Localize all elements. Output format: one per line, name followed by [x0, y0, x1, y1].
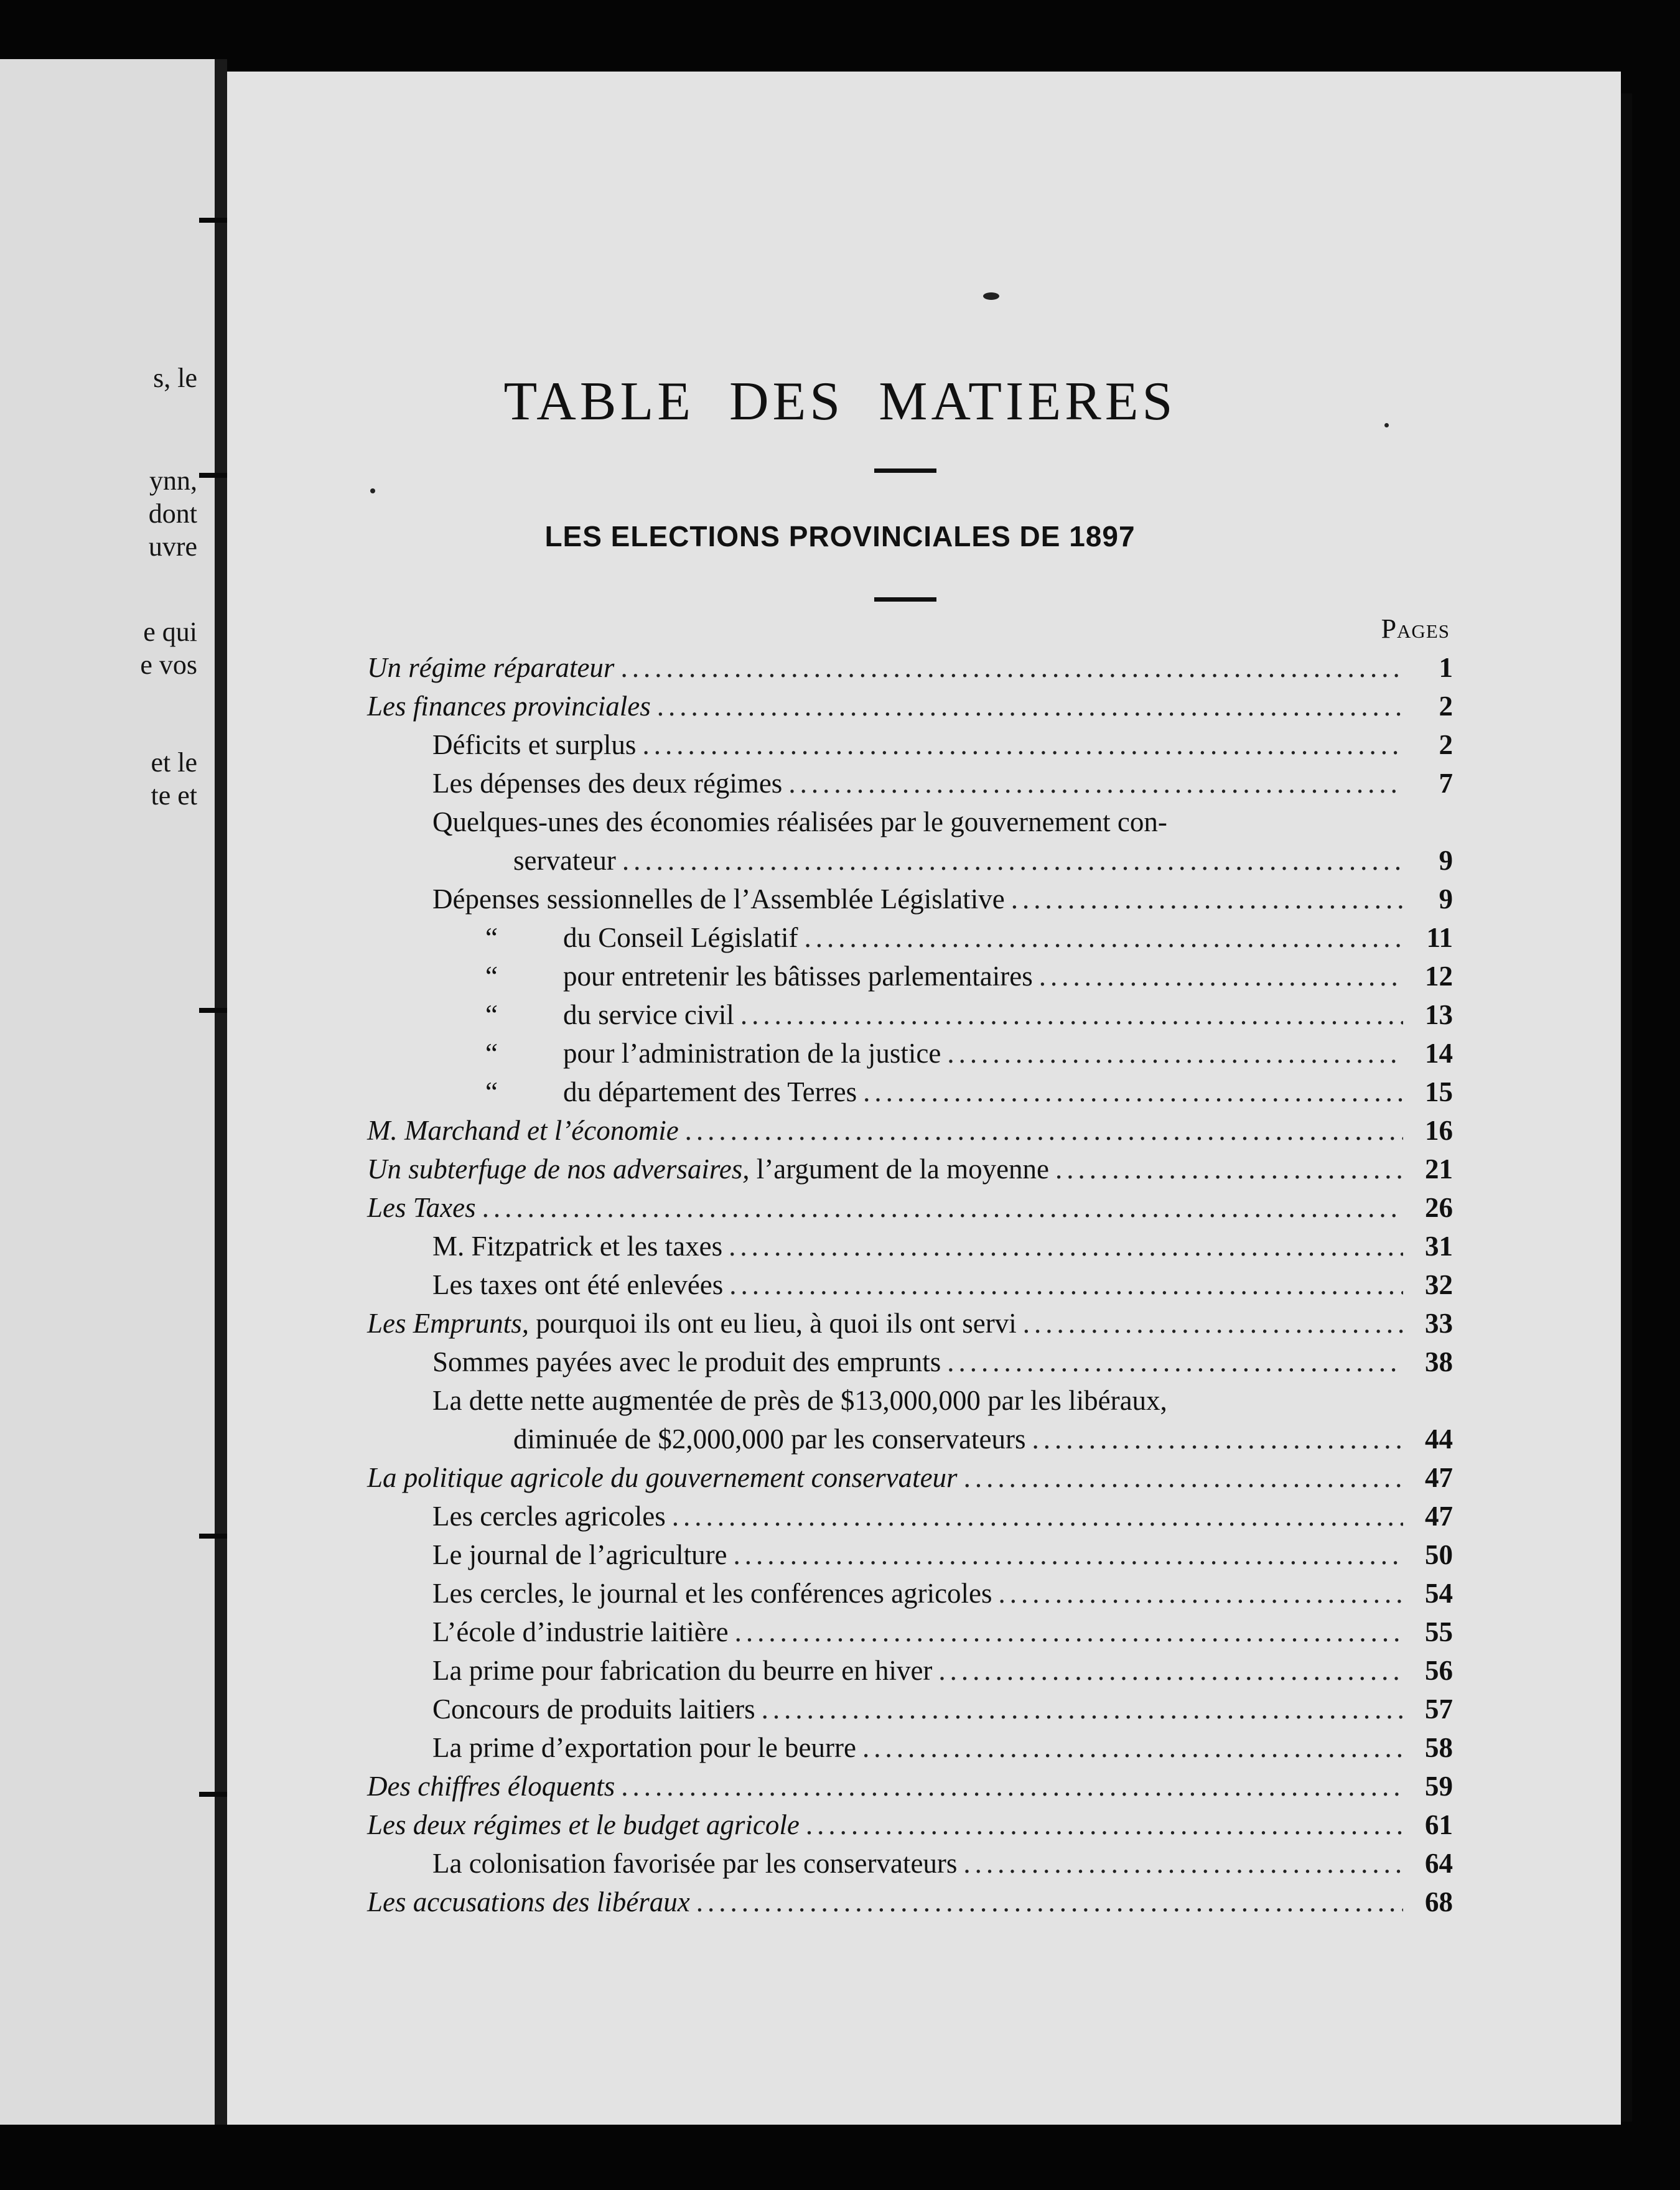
toc-subentry: [367, 1728, 1453, 1767]
toc-entry-title: pour l’administration de la justice: [563, 1038, 941, 1069]
leader-dots: [740, 995, 1403, 1034]
toc-page-number: 56: [1425, 1655, 1453, 1686]
toc-entry-title: Déficits et surplus: [432, 729, 637, 760]
leader-dots: [672, 1497, 1403, 1535]
leader-dots: [947, 1034, 1403, 1073]
toc-entry-title: pour entretenir les bâtisses parlementaires: [563, 961, 1033, 992]
toc-entry: [367, 1150, 1453, 1188]
page-title: TABLE DES MATIERES: [503, 371, 1177, 432]
toc-page-number: 2: [1439, 729, 1453, 760]
leader-dots: [947, 1343, 1403, 1381]
toc-page-number: 7: [1439, 768, 1453, 799]
leader-dots: [620, 648, 1403, 687]
toc-page-number: 12: [1425, 961, 1453, 992]
toc-subentry: [367, 880, 1453, 918]
toc-page-number: 13: [1425, 999, 1453, 1030]
toc-page-number: 14: [1425, 1038, 1453, 1069]
toc-entry-title: du service civil: [563, 999, 734, 1030]
previous-page-line: uvre: [148, 531, 197, 562]
leader-dots: [735, 1613, 1403, 1651]
toc-entry-title: La colonisation favorisée par les conservateurs: [432, 1848, 958, 1879]
title-rule: [874, 468, 936, 473]
previous-page-line: e vos: [140, 650, 197, 680]
toc-entry-title: La prime pour fabrication du beurre en hiver: [432, 1655, 933, 1686]
toc-subentry: [367, 1265, 1453, 1304]
toc-subentry: [367, 995, 1453, 1034]
toc-subentry: [367, 1073, 1453, 1111]
toc-entry-title: Des chiffres éloquents: [367, 1771, 615, 1802]
toc-subentry-continuation: [367, 841, 1453, 880]
toc-subentry-continuation: [367, 1420, 1453, 1458]
toc-page-number: 21: [1425, 1153, 1453, 1185]
previous-page-line: dont: [148, 498, 197, 529]
toc-entry-title: M. Fitzpatrick et les taxes: [432, 1231, 723, 1262]
toc-subentry: [367, 1343, 1453, 1381]
toc-subentry: [367, 725, 1453, 764]
toc-page-number: 9: [1439, 845, 1453, 876]
toc-entry-title: Les finances provinciales: [367, 691, 651, 722]
leader-dots: [734, 1535, 1403, 1574]
leader-dots: [1032, 1420, 1403, 1458]
leader-dots: [938, 1651, 1403, 1690]
toc-entry-title-continuation: servateur: [513, 845, 616, 876]
leader-dots: [863, 1073, 1403, 1111]
toc-entry: [367, 1806, 1453, 1844]
scan-speck: [370, 488, 375, 493]
toc-page-number: 55: [1425, 1616, 1453, 1647]
leader-dots: [999, 1574, 1403, 1613]
ditto-mark: “: [485, 1038, 498, 1069]
toc-page-number: 58: [1425, 1732, 1453, 1763]
leader-dots: [1023, 1304, 1403, 1343]
toc-page-number: 61: [1425, 1809, 1453, 1840]
toc-subentry: [367, 1535, 1453, 1574]
toc-entry-title: La dette nette augmentée de près de $13,000,000 par les libéraux,: [432, 1385, 1167, 1416]
leader-dots: [696, 1883, 1403, 1921]
toc-page-number: 32: [1425, 1269, 1453, 1300]
previous-page-line: ynn,: [149, 465, 197, 496]
toc-entry-title: Les Taxes: [367, 1192, 476, 1223]
toc-page-number: 44: [1425, 1424, 1453, 1455]
toc-page-number: 47: [1425, 1462, 1453, 1493]
toc-entry-title: Un subterfuge de nos adversaires,: [367, 1153, 750, 1185]
toc-entry-title: Les Emprunts,: [367, 1308, 530, 1339]
toc-entry-title-rest: l’argument de la moyenne: [749, 1153, 1050, 1185]
toc-subentry: [367, 1034, 1453, 1073]
toc-page-number: 68: [1425, 1886, 1453, 1917]
toc-list: [367, 648, 1453, 1921]
toc-subentry: [367, 1651, 1453, 1690]
previous-page-line: s, le: [153, 363, 197, 393]
toc-subentry: [367, 1574, 1453, 1613]
leader-dots: [804, 918, 1403, 957]
ditto-mark: “: [485, 922, 498, 953]
toc-entry: [367, 1883, 1453, 1921]
toc-entry-title: Les taxes ont été enlevées: [432, 1269, 724, 1300]
pages-column-heading: Pages: [1381, 613, 1450, 644]
toc-page-number: 1: [1439, 652, 1453, 683]
leader-dots: [862, 1728, 1403, 1767]
toc-subentry: [367, 957, 1453, 995]
toc-subentry: [367, 1497, 1453, 1535]
leader-dots: [685, 1111, 1403, 1150]
toc-page-number: 31: [1425, 1231, 1453, 1262]
toc-page-number: 16: [1425, 1115, 1453, 1146]
toc-page-number: 54: [1425, 1578, 1453, 1609]
toc-entry-title-rest: pourquoi ils ont eu lieu, à quoi ils ont servi: [529, 1308, 1017, 1339]
toc-subentry: [367, 1844, 1453, 1883]
toc-entry-title: Les accusations des libéraux: [367, 1886, 690, 1917]
toc-entry: [367, 1767, 1453, 1806]
ditto-mark: “: [485, 961, 498, 992]
toc-page-number: 38: [1425, 1346, 1453, 1377]
leader-dots: [963, 1844, 1403, 1883]
toc-subentry: [367, 803, 1453, 841]
previous-page-line: e qui: [143, 617, 197, 647]
toc-entry-title: Les cercles agricoles: [432, 1501, 666, 1532]
toc-page-number: 33: [1425, 1308, 1453, 1339]
leader-dots: [1055, 1150, 1403, 1188]
toc-entry-title: Concours de produits laitiers: [432, 1694, 755, 1725]
toc-entry-title: du Conseil Législatif: [563, 922, 798, 953]
toc-page-number: 59: [1425, 1771, 1453, 1802]
previous-page: [0, 59, 215, 2125]
leader-dots: [657, 687, 1403, 725]
toc-entry-title: M. Marchand et l’économie: [367, 1115, 679, 1146]
leader-dots: [642, 725, 1403, 764]
toc-entry: [367, 1458, 1453, 1497]
ditto-mark: “: [485, 999, 498, 1030]
toc-entry-title: Un régime réparateur: [367, 652, 615, 683]
leader-dots: [788, 764, 1403, 803]
leader-dots: [482, 1188, 1403, 1227]
scan-speck: [983, 292, 999, 300]
toc-page-number: 2: [1439, 691, 1453, 722]
leader-dots: [762, 1690, 1403, 1728]
toc-page-number: 11: [1426, 922, 1453, 953]
toc-subentry: [367, 1613, 1453, 1651]
subtitle-rule: [874, 597, 936, 602]
toc-page-number: 64: [1425, 1848, 1453, 1879]
toc-entry-title: Les dépenses des deux régimes: [432, 768, 783, 799]
toc-entry: [367, 1111, 1453, 1150]
toc-entry-title: La prime d’exportation pour le beurre: [432, 1732, 856, 1763]
toc-entry-title-continuation: diminuée de $2,000,000 par les conservateurs: [513, 1424, 1026, 1455]
toc-entry-title: La politique agricole du gouvernement conservateur: [367, 1462, 958, 1493]
toc-entry-title: Le journal de l’agriculture: [432, 1539, 727, 1570]
leader-dots: [964, 1458, 1403, 1497]
toc-entry-title: Sommes payées avec le produit des emprunts: [432, 1346, 941, 1377]
toc-entry: [367, 1304, 1453, 1343]
toc-page-number: 50: [1425, 1539, 1453, 1570]
toc-entry-title: Les deux régimes et le budget agricole: [367, 1809, 800, 1840]
toc-entry-title: Dépenses sessionnelles de l’Assemblée Législative: [432, 883, 1005, 915]
previous-page-line: et le: [151, 747, 197, 778]
leader-dots: [729, 1227, 1403, 1265]
toc-entry: [367, 687, 1453, 725]
toc-subentry: [367, 1227, 1453, 1265]
toc-page-number: 26: [1425, 1192, 1453, 1223]
leader-dots: [622, 841, 1403, 880]
toc-page-number: 9: [1439, 883, 1453, 915]
toc-page-number: 47: [1425, 1501, 1453, 1532]
binding-strip: [215, 59, 227, 2125]
leader-dots: [1011, 880, 1403, 918]
leader-dots: [1039, 957, 1403, 995]
toc-entry: [367, 1188, 1453, 1227]
leader-dots: [806, 1806, 1403, 1844]
toc-page-number: 57: [1425, 1694, 1453, 1725]
previous-page-line: te et: [151, 780, 197, 811]
leader-dots: [729, 1265, 1403, 1304]
toc-entry-title: Les cercles, le journal et les conférences agricoles: [432, 1578, 992, 1609]
toc-entry-title: L’école d’industrie laitière: [432, 1616, 729, 1647]
toc-entry: [367, 648, 1453, 687]
leader-dots: [621, 1767, 1403, 1806]
toc-subentry: [367, 1381, 1453, 1420]
ditto-mark: “: [485, 1076, 498, 1107]
toc-subentry: [367, 764, 1453, 803]
toc-subentry: [367, 1690, 1453, 1728]
toc-entry-title: Quelques-unes des économies réalisées par le gouvernement con-: [432, 806, 1167, 837]
toc-page-number: 15: [1425, 1076, 1453, 1107]
toc-subentry: [367, 918, 1453, 957]
section-subtitle: LES ELECTIONS PROVINCIALES DE 1897: [544, 520, 1136, 552]
toc-entry-title: du département des Terres: [563, 1076, 857, 1107]
